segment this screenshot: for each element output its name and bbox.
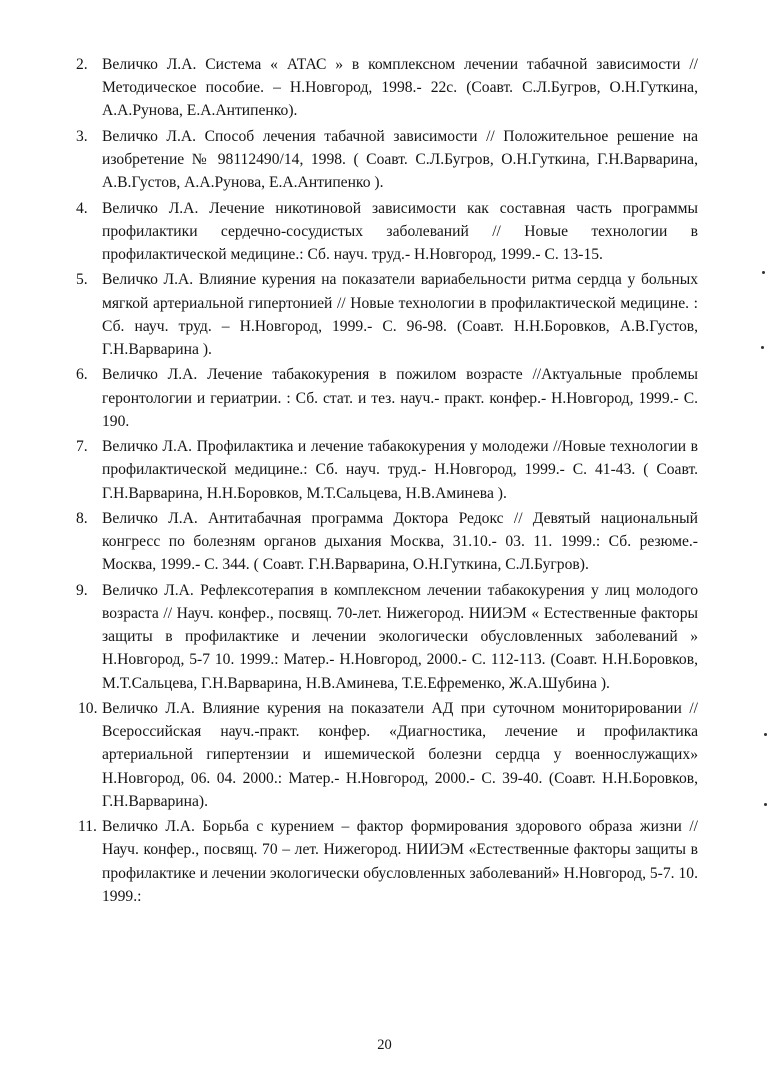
scan-speck bbox=[762, 271, 765, 274]
reference-number: 9. bbox=[76, 581, 88, 599]
reference-list bbox=[76, 53, 698, 910]
reference-item bbox=[76, 268, 698, 361]
reference-item bbox=[76, 697, 698, 813]
reference-number: 3. bbox=[76, 127, 88, 145]
reference-text: Величко Л.А. Лечение никотиновой зависимости как составная часть программы профилактики сердечно-сосудистых заболеваний // Новые технологии в профилактической медицине.: Сб. науч. труд.- Н.Новгород, 1999.- С. 13-15. bbox=[102, 199, 698, 263]
reference-number: 6. bbox=[76, 366, 88, 384]
reference-number: 8. bbox=[76, 509, 88, 527]
reference-text: Величко Л.А. Рефлексотерапия в комплексном лечении табакокурения у лиц молодого возраста // Науч. конфер., посвящ. 70-лет. Нижегород. НИИЭМ « Естественные факторы защиты в профилактике и лечении экологически обусловленных заболеваний » Н.Новгород, 5-7 10. 1999.: Матер.- Н.Новгород, 2000.- С. 112-113. (Соавт. Н.Н.Боровков, М.Т.Сальцева, Г.Н.Варварина, Н.В.Аминева, Т.Е.Ефременко, Ж.А.Шубина ). bbox=[102, 581, 698, 692]
reference-item bbox=[76, 507, 698, 577]
reference-item bbox=[76, 197, 698, 267]
reference-item bbox=[76, 125, 698, 195]
reference-text: Величко Л.А. Влияние курения на показатели АД при суточном мониторировании // Всероссийская науч.-практ. конфер. «Диагностика, лечение и профилактика артериальной гипертензии и ишемической болезни сердца у военнослужащих» Н.Новгород, 06. 04. 2000.: Матер.- Н.Новгород, 2000.- С. 39-40. (Соавт. Н.Н.Боровков, Г.Н.Варварина). bbox=[102, 699, 698, 810]
reference-text: Величко Л.А. Антитабачная программа Доктора Редокс // Девятый национальный конгресс по болезням органов дыхания Москва, 31.10.- 03. 11. 1999.: Сб. резюме.- Москва, 1999.- С. 344. ( Соавт. Г.Н.Варварина, О.Н.Гуткина, С.Л.Бугров). bbox=[102, 509, 698, 574]
reference-text: Величко Л.А. Система « АТАС » в комплексном лечении табачной зависимости // Методическое пособие. – Н.Новгород, 1998.- 22с. (Соавт. С.Л.Бугров, О.Н.Гуткина, А.А.Рунова, Е.А.Антипенко). bbox=[102, 56, 698, 120]
reference-number: 4. bbox=[76, 199, 88, 217]
reference-item bbox=[76, 435, 698, 505]
reference-number: 7. bbox=[76, 438, 88, 456]
reference-number: 5. bbox=[76, 271, 88, 289]
scan-speck bbox=[764, 733, 767, 736]
reference-text: Величко Л.А. Профилактика и лечение табакокурения у молодежи //Новые технологии в профилактической медицине.: Сб. науч. труд.- Н.Новгород, 1999.- С. 41-43. ( Соавт. Г.Н.Варварина, Н.Н.Боровков, М.Т.Сальцева, Н.В.Аминева ). bbox=[102, 438, 698, 502]
reference-item bbox=[76, 363, 698, 433]
reference-number: 2. bbox=[76, 56, 88, 73]
page-number: 20 bbox=[377, 1037, 392, 1053]
reference-text: Величко Л.А. Лечение табакокурения в пожилом возрасте //Актуальные проблемы геронтологии и гериатрии. : Сб. стат. и тез. науч.- практ. конфер.- Н.Новгород, 1999.- С. 190. bbox=[102, 366, 698, 430]
reference-text: Величко Л.А. Борьба с курением – фактор формирования здорового образа жизни // Науч. конфер., посвящ. 70 – лет. Нижегород. НИИЭМ «Естественные факторы защиты в профилактике и лечении экологически обусловленных заболеваний» Н.Новгород, 5-7. 10. 1999.: bbox=[102, 818, 698, 905]
reference-text: Величко Л.А. Влияние курения на показатели вариабельности ритма сердца у больных мягкой артериальной гипертонией // Новые технологии в профилактической медицине. : Сб. науч. труд. – Н.Новгород, 1999.- С. 96-98. (Соавт. Н.Н.Боровков, А.В.Густов, Г.Н.Варварина ). bbox=[102, 271, 698, 358]
reference-number: 11. bbox=[78, 818, 97, 836]
scan-speck bbox=[764, 803, 767, 806]
reference-item bbox=[76, 53, 698, 123]
scan-speck bbox=[761, 346, 764, 349]
reference-item bbox=[76, 579, 698, 695]
reference-text: Величко Л.А. Способ лечения табачной зависимости // Положительное решение на изобретение № 98112490/14, 1998. ( Соавт. С.Л.Бугров, О.Н.Гуткина, Г.Н.Варварина, А.В.Густов, А.А.Рунова, Е.А.Антипенко ). bbox=[102, 127, 698, 192]
reference-number: 10. bbox=[78, 699, 98, 717]
reference-item bbox=[76, 815, 698, 908]
